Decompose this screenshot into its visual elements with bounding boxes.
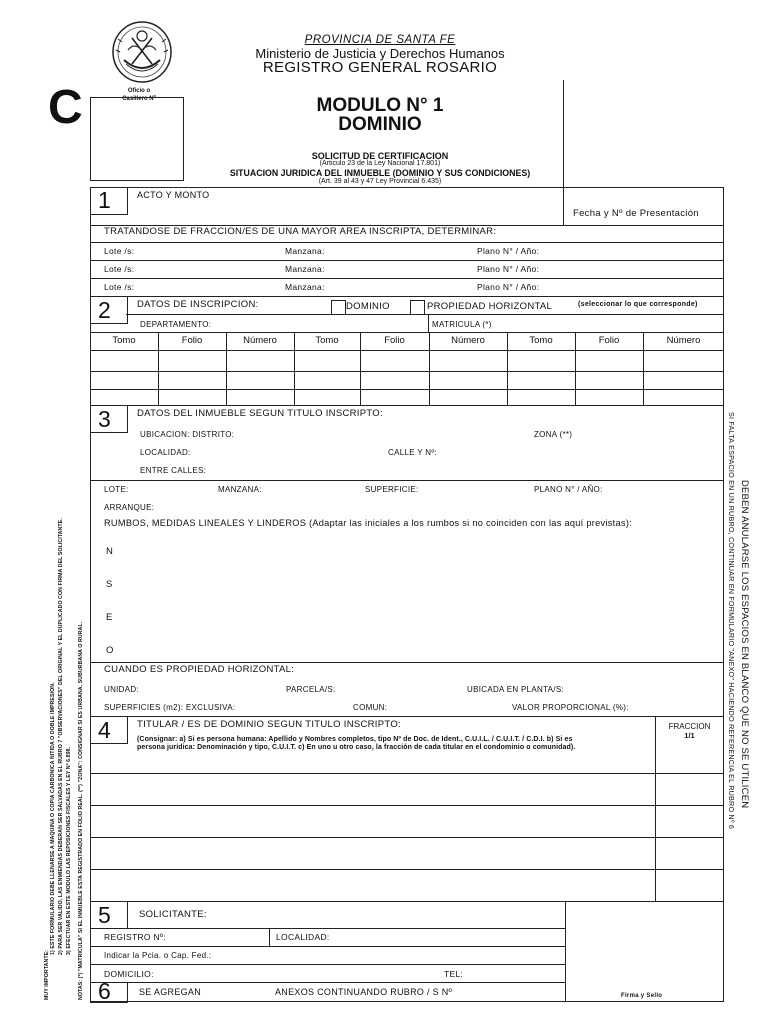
titulares-note-2: persona jurídica: Denominación y tipo, C.U.I.T. c) En uno u otro caso, la fracción de cada titular en el condominio o comunidad). xyxy=(137,744,576,751)
left-notes-footer: NOTAS: (*) "MATRICULA" SI EL INMUEBLE ESTA REGISTRADO EN FOLIO REAL. (**) "ZONA": CONSIGNAR SI ES URBANA, SUBURBANA O RURAL. xyxy=(78,621,84,1000)
column-header-tomo: Tomo xyxy=(315,335,339,346)
manzana-label: Manzana: xyxy=(285,282,325,292)
section-line xyxy=(90,296,724,297)
valor-proporcional-label: VALOR PROPORCIONAL (%): xyxy=(512,703,629,712)
table-col-line xyxy=(360,332,361,405)
dominio-checkbox[interactable] xyxy=(331,300,346,315)
row-line xyxy=(90,278,724,279)
section2-number: 2 xyxy=(98,297,111,323)
row-line xyxy=(90,928,566,929)
parcela-label: PARCELA/S: xyxy=(286,685,336,694)
localidad-solicitante-label: LOCALIDAD: xyxy=(276,932,330,942)
row-line xyxy=(90,805,724,806)
column-header-numero: Número xyxy=(451,335,485,346)
ministry-title: Ministerio de Justicia y Derechos Humanos xyxy=(255,46,505,61)
calle-label: CALLE Y Nº: xyxy=(388,448,438,457)
se-agregan-label: SE AGREGAN xyxy=(139,987,202,997)
fecha-divider xyxy=(563,187,564,225)
registry-title: REGISTRO GENERAL ROSARIO xyxy=(262,59,498,76)
form-letter: C xyxy=(48,81,83,134)
request-article: (Art. 39 al 43 y 47 Ley Provincial 6.435) xyxy=(318,178,442,185)
column-header-folio: Folio xyxy=(181,335,203,346)
column-header-numero: Número xyxy=(243,335,277,346)
column-header-tomo: Tomo xyxy=(112,335,136,346)
row-line xyxy=(90,773,724,774)
frame-bottom xyxy=(90,1001,724,1002)
row-line xyxy=(90,662,724,663)
comun-label: COMUN: xyxy=(353,703,388,712)
propiedad-horizontal-checkbox[interactable] xyxy=(410,300,425,315)
lote-label: Lote /s: xyxy=(104,246,135,256)
province-title: PROVINCIA DE SANTA FE xyxy=(304,34,456,46)
fraccion-divider xyxy=(655,716,656,901)
provincial-seal-icon xyxy=(110,20,174,84)
column-header-folio: Folio xyxy=(384,335,405,346)
matricula-label: MATRICULA (*) xyxy=(432,320,492,329)
dominio-label: DOMINIO xyxy=(346,301,390,312)
column-header-tomo: Tomo xyxy=(529,335,553,346)
manzana-label: Manzana: xyxy=(285,246,325,256)
left-note-2: 2) PARA SER VALIDO, LAS ENMIENDAS DEBERAN SER SALVADAS EN EL RUBRO 7 "OBSERVACIONES" DEL ORIGINAL Y EL DUPLICADO CON FIRMA DEL SOLICITANTE. xyxy=(58,518,64,955)
request-situation: SITUACION JURIDICA DEL INMUEBLE (DOMINIO Y SUS CONDICIONES) xyxy=(229,168,531,178)
oficio-label: Oficio o xyxy=(127,88,151,94)
plano-anio-label: PLANO N° / AÑO: xyxy=(534,485,603,494)
column-header-folio: Folio xyxy=(598,335,620,346)
localidad-label: LOCALIDAD: xyxy=(140,448,191,457)
casillero-label: Casillero Nº xyxy=(122,96,156,102)
table-col-line xyxy=(429,332,430,405)
rumbos-label: RUMBOS, MEDIDAS LINEALES Y LINDEROS (Adaptar las iniciales a los rumbos si no coinciden con las aquí previstas): xyxy=(104,518,633,528)
row-line xyxy=(90,946,566,947)
table-col-line xyxy=(226,332,227,405)
lote-field-label: LOTE: xyxy=(104,485,129,494)
section5-number: 5 xyxy=(98,902,111,928)
datos-inmueble-label: DATOS DEL INMUEBLE SEGUN TITULO INSCRIPTO: xyxy=(137,408,383,419)
indicar-pcia-label: Indicar la Pcia. o Cap. Fed.: xyxy=(104,951,212,960)
propiedad-horizontal-label: PROPIEDAD HORIZONTAL xyxy=(427,301,553,312)
row-line xyxy=(90,350,724,351)
firma-divider xyxy=(565,901,566,1001)
right-note-1: DEBEN ANULARSE LOS ESPACIOS EN BLANCO QUE NO SE UTILICEN xyxy=(739,480,750,809)
module-subtitle: DOMINIO xyxy=(338,114,422,135)
entre-calles-label: ENTRE CALLES: xyxy=(140,466,207,475)
plano-label: Plano N° / Año: xyxy=(477,282,540,292)
zona-label: ZONA (**) xyxy=(534,430,573,439)
left-note-3: 3) EFECTUAR EN ESTE MODULO LAS REPOSICIONES FISCALES Y LEY Nº 6.898. xyxy=(66,746,72,955)
row-line xyxy=(90,389,724,390)
rumbo-n: N xyxy=(106,546,114,557)
row-line xyxy=(90,982,566,983)
fecha-presentacion-label: Fecha y Nº de Presentación xyxy=(573,208,699,219)
rumbo-s: S xyxy=(106,579,113,590)
col-line xyxy=(428,314,429,332)
rumbo-e: E xyxy=(106,612,113,623)
plano-label: Plano N° / Año: xyxy=(477,246,540,256)
section3-number: 3 xyxy=(98,406,111,432)
row-line xyxy=(90,964,566,965)
domicilio-label: DOMICILIO: xyxy=(104,969,154,979)
row-line xyxy=(90,901,724,902)
fraccion-label: FRACCION xyxy=(668,722,711,731)
unidad-label: UNIDAD: xyxy=(104,685,139,694)
acto-monto-label: ACTO Y MONTO xyxy=(137,190,210,200)
tel-label: TEL: xyxy=(444,969,464,979)
row-line xyxy=(90,242,724,243)
table-col-line xyxy=(158,332,159,405)
oficio-box[interactable] xyxy=(90,97,184,181)
ubicada-planta-label: UBICADA EN PLANTA/S: xyxy=(467,685,564,694)
row-line xyxy=(90,371,724,372)
registro-label: REGISTRO Nº: xyxy=(104,932,166,942)
section1-number: 1 xyxy=(98,187,111,213)
column-header-numero: Número xyxy=(666,335,701,346)
section4-number: 4 xyxy=(98,717,111,743)
plano-label: Plano N° / Año: xyxy=(477,264,540,274)
row-line xyxy=(90,837,724,838)
row-line xyxy=(90,869,724,870)
frame-right xyxy=(723,187,724,1002)
lote-label: Lote /s: xyxy=(104,282,135,292)
section-line xyxy=(90,405,724,406)
left-label-important: MUY IMPORTANTE: xyxy=(44,949,50,1000)
ubicacion-label: UBICACION: DISTRITO: xyxy=(140,430,235,439)
rumbo-o: O xyxy=(106,645,114,656)
row-line xyxy=(90,332,724,333)
frame-top xyxy=(90,187,724,188)
datos-inscripcion-label: DATOS DE INSCRIPCION: xyxy=(137,299,259,310)
superficies-label: SUPERFICIES (m2): EXCLUSIVA: xyxy=(104,703,236,712)
right-note-2: SI FALTA ESPACIO EN UN RUBRO, CONTINUAR EN FORMULARIO "ANEXO" HACIENDO REFERENCIA EL RUBRO Nº 6 xyxy=(727,412,736,830)
departamento-label: DEPARTAMENTO: xyxy=(140,320,212,329)
table-col-line xyxy=(575,332,576,405)
row-line xyxy=(90,260,724,261)
module-title: MODULO N° 1 xyxy=(316,95,444,116)
table-col-line xyxy=(507,332,508,405)
titulares-label: TITULAR / ES DE DOMINIO SEGUN TITULO INSCRIPTO: xyxy=(137,719,401,730)
superficie-label: SUPERFICIE: xyxy=(365,485,419,494)
row-line xyxy=(126,314,724,315)
section-line xyxy=(90,716,724,717)
request-law: (Articulo 23 de la Ley Nacional 17.801) xyxy=(319,160,441,167)
manzana-label: Manzana: xyxy=(285,264,325,274)
propiedad-horizontal-title: CUANDO ES PROPIEDAD HORIZONTAL: xyxy=(104,664,295,675)
manzana-field-label: MANZANA: xyxy=(218,485,262,494)
request-title: SOLICITUD DE CERTIFICACION xyxy=(311,151,449,161)
fracciones-label: TRATANDOSE DE FRACCION/ES DE UNA MAYOR AREA INSCRIPTA, DETERMINAR: xyxy=(104,226,497,237)
table-col-line xyxy=(294,332,295,405)
section6-number: 6 xyxy=(98,978,111,1004)
select-note: (seleccionar lo que corresponde) xyxy=(578,301,698,308)
anexos-label: ANEXOS CONTINUANDO RUBRO / S Nº xyxy=(275,987,453,997)
table-col-line xyxy=(643,332,644,405)
lote-label: Lote /s: xyxy=(104,264,135,274)
row-line xyxy=(90,480,724,481)
solicitante-label: SOLICITANTE: xyxy=(139,909,207,920)
fraccion-value: 1/1 xyxy=(684,731,695,740)
left-note-1: 1) ESTE FORMULARIO DEBE LLENARSE A MAQUINA O COPIA CARBONICA NITIDA O DOBLE IMPRESION. xyxy=(50,682,56,955)
arranque-label: ARRANQUE: xyxy=(104,503,155,512)
col-line xyxy=(269,928,270,946)
firma-sello-label: Firma y Sello xyxy=(621,993,663,999)
titulares-note-1: (Consignar: a) Si es persona humana: Apellido y Nombres completos, tipo Nº de Doc. de Ident., C.U.I.L. / C.U.I.T. / C.D.I. b) Si es xyxy=(137,736,573,743)
